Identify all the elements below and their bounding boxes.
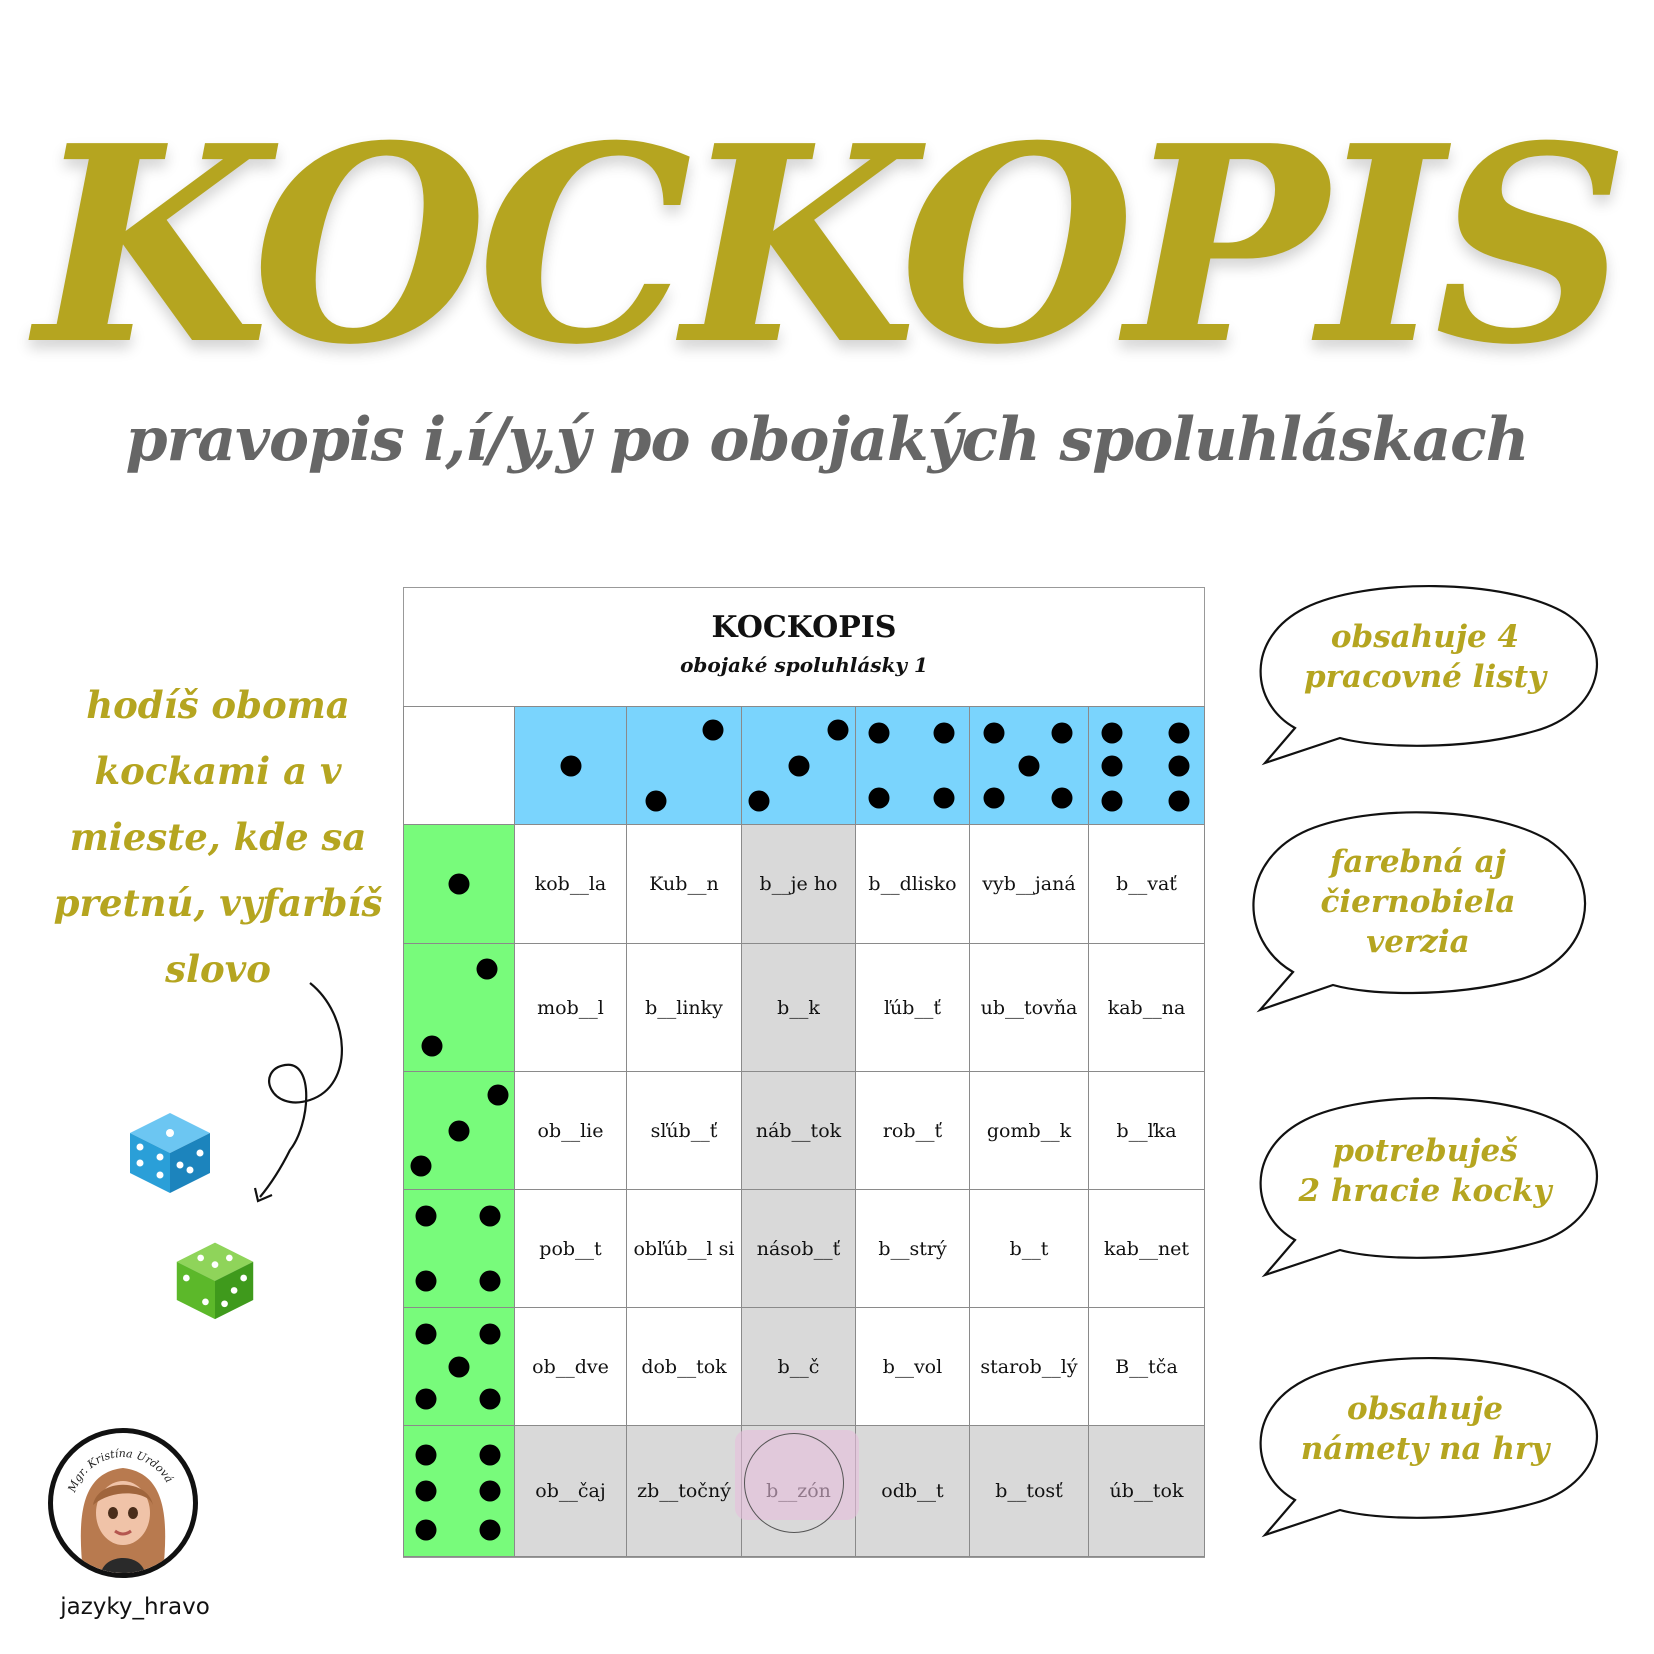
row-die-5 (404, 1308, 515, 1426)
word-cell[interactable]: násob__ť (742, 1190, 856, 1308)
die-pip (479, 1389, 500, 1410)
instagram-handle: jazyky_hravo (60, 1594, 210, 1620)
instruction-line: kockami a v (94, 749, 342, 793)
die-pip (1102, 722, 1123, 743)
word-cell[interactable]: b__dlisko (856, 825, 970, 944)
die-pip (479, 1520, 500, 1541)
die-face-1-icon (515, 707, 626, 824)
die-face-3-icon (742, 707, 855, 824)
die-pip (416, 1520, 437, 1541)
word-cell[interactable]: rob__ť (856, 1072, 970, 1190)
die-pip (1168, 755, 1189, 776)
word-cell[interactable]: b__t (970, 1190, 1089, 1308)
speech-bubble (1245, 583, 1605, 773)
instruction-text (48, 672, 388, 1002)
speech-bubble (1245, 1355, 1605, 1545)
speech-bubble (1245, 1095, 1605, 1285)
word-cell[interactable]: kab__net (1089, 1190, 1205, 1308)
die-pip (421, 1035, 442, 1056)
die-pip (1168, 790, 1189, 811)
die-pip (702, 720, 723, 741)
avatar (48, 1428, 198, 1578)
die-pip (479, 1444, 500, 1465)
word-cell[interactable]: kob__la (515, 825, 627, 944)
green-die-icon (172, 1235, 258, 1321)
row-die-6 (404, 1426, 515, 1557)
die-face-6-icon (404, 1426, 514, 1556)
word-cell[interactable]: zb__točný (627, 1426, 742, 1557)
die-pip (476, 959, 497, 980)
die-pip (410, 1155, 431, 1176)
worksheet-title: KOCKOPIS (711, 610, 897, 645)
die-pip (1019, 755, 1040, 776)
worksheet-subtitle: obojaké spoluhlásky 1 (680, 653, 928, 677)
die-pip (1052, 788, 1073, 809)
column-die-5 (970, 707, 1089, 825)
curly-arrow-icon (250, 975, 360, 1215)
die-pip (1102, 790, 1123, 811)
die-pip (560, 755, 581, 776)
word-cell[interactable]: ob__čaj (515, 1426, 627, 1557)
word-cell[interactable]: vyb__janá (970, 825, 1089, 944)
word-cell[interactable]: Kub__n (627, 825, 742, 944)
bubble-line: 2 hracie kocky (1298, 1173, 1552, 1209)
word-cell[interactable]: b__strý (856, 1190, 970, 1308)
signature-text: Mgr. Kristína Urdová (65, 1446, 176, 1495)
bubble-text (1263, 842, 1573, 962)
die-pip (416, 1205, 437, 1226)
row-die-3 (404, 1072, 515, 1190)
word-cell[interactable]: mob__l (515, 944, 627, 1072)
die-pip (1052, 722, 1073, 743)
die-pip (479, 1205, 500, 1226)
signature-icon (53, 1433, 193, 1573)
word-cell[interactable]: dob__tok (627, 1308, 742, 1426)
bubble-line: námety na hry (1300, 1431, 1550, 1467)
instruction-line: slovo (165, 947, 271, 991)
die-pip (416, 1444, 437, 1465)
word-cell[interactable]: ľúb__ť (856, 944, 970, 1072)
die-pip (487, 1085, 508, 1106)
die-pip (1168, 722, 1189, 743)
die-pip (449, 1356, 470, 1377)
die-pip (416, 1271, 437, 1292)
speech-bubble (1238, 810, 1598, 1022)
svg-text:Mgr. Kristína Urdová (65, 1447, 176, 1495)
main-title: KOCKOPIS (34, 86, 1620, 404)
die-face-4-icon (856, 707, 969, 824)
die-pip (934, 722, 955, 743)
word-cell[interactable]: b__vať (1089, 825, 1205, 944)
die-pip (868, 722, 889, 743)
die-pip (416, 1323, 437, 1344)
word-cell[interactable]: ub__tovňa (970, 944, 1089, 1072)
word-cell[interactable]: b__k (742, 944, 856, 1072)
word-cell[interactable]: kab__na (1089, 944, 1205, 1072)
bubble-text (1270, 617, 1580, 697)
column-die-4 (856, 707, 970, 825)
word-cell[interactable]: b__tosť (970, 1426, 1089, 1557)
die-face-6-icon (1089, 707, 1204, 824)
instruction-line: hodíš oboma (86, 683, 350, 727)
die-pip (479, 1323, 500, 1344)
die-pip (828, 720, 849, 741)
bubble-line: pracovné listy (1303, 659, 1547, 695)
die-pip (788, 755, 809, 776)
blue-die-icon (125, 1105, 215, 1195)
bubble-text (1270, 1131, 1580, 1211)
row-die-4 (404, 1190, 515, 1308)
die-face-2-icon (627, 707, 741, 824)
die-pip (983, 722, 1004, 743)
word-cell[interactable]: b__vol (856, 1308, 970, 1426)
die-pip (479, 1481, 500, 1502)
die-pip (416, 1481, 437, 1502)
bubble-line: obsahuje (1347, 1391, 1503, 1427)
die-pip (934, 788, 955, 809)
die-pip (983, 788, 1004, 809)
row-die-2 (404, 944, 515, 1072)
die-face-1-icon (404, 825, 514, 943)
die-pip (1102, 755, 1123, 776)
word-cell[interactable]: b__ľka (1089, 1072, 1205, 1190)
die-face-5-icon (970, 707, 1088, 824)
column-die-1 (515, 707, 627, 825)
word-cell[interactable]: úb__tok (1089, 1426, 1205, 1557)
circle-mark (744, 1433, 844, 1533)
bubble-line: verzia (1366, 924, 1470, 960)
die-face-2-icon (404, 944, 514, 1071)
die-pip (416, 1389, 437, 1410)
die-face-5-icon (404, 1308, 514, 1425)
instruction-line: mieste, kde sa (69, 815, 367, 859)
column-die-6 (1089, 707, 1205, 825)
die-pip (449, 1120, 470, 1141)
word-cell[interactable]: b__je ho (742, 825, 856, 944)
die-pip (645, 790, 666, 811)
word-cell[interactable]: sľúb__ť (627, 1072, 742, 1190)
bubble-line: farebná aj (1330, 844, 1506, 880)
word-cell[interactable]: starob__lý (970, 1308, 1089, 1426)
word-cell[interactable]: b__č (742, 1308, 856, 1426)
die-pip (479, 1271, 500, 1292)
bubble-text (1270, 1389, 1580, 1469)
word-cell[interactable]: b__linky (627, 944, 742, 1072)
bubble-line: obsahuje 4 (1330, 619, 1520, 655)
die-pip (868, 788, 889, 809)
column-die-2 (627, 707, 742, 825)
word-cell[interactable]: náb__tok (742, 1072, 856, 1190)
bubble-line: potrebuješ (1332, 1133, 1518, 1169)
corner-cell (404, 707, 515, 825)
die-pip (748, 790, 769, 811)
row-die-1 (404, 825, 515, 944)
die-face-3-icon (404, 1072, 514, 1189)
word-cell[interactable]: ob__lie (515, 1072, 627, 1190)
instruction-line: pretnú, vyfarbíš (53, 881, 383, 925)
die-pip (449, 874, 470, 895)
word-cell[interactable]: odb__t (856, 1426, 970, 1557)
bubble-line: čiernobiela (1320, 884, 1516, 920)
word-cell[interactable]: pob__t (515, 1190, 627, 1308)
die-face-4-icon (404, 1190, 514, 1307)
word-cell[interactable]: B__tča (1089, 1308, 1205, 1426)
column-die-3 (742, 707, 856, 825)
word-cell[interactable]: obľúb__l si (627, 1190, 742, 1308)
word-cell[interactable]: gomb__k (970, 1072, 1089, 1190)
word-cell[interactable]: ob__dve (515, 1308, 627, 1426)
subtitle: pravopis i,í/y,ý po obojakých spoluhláskach (125, 405, 1529, 475)
